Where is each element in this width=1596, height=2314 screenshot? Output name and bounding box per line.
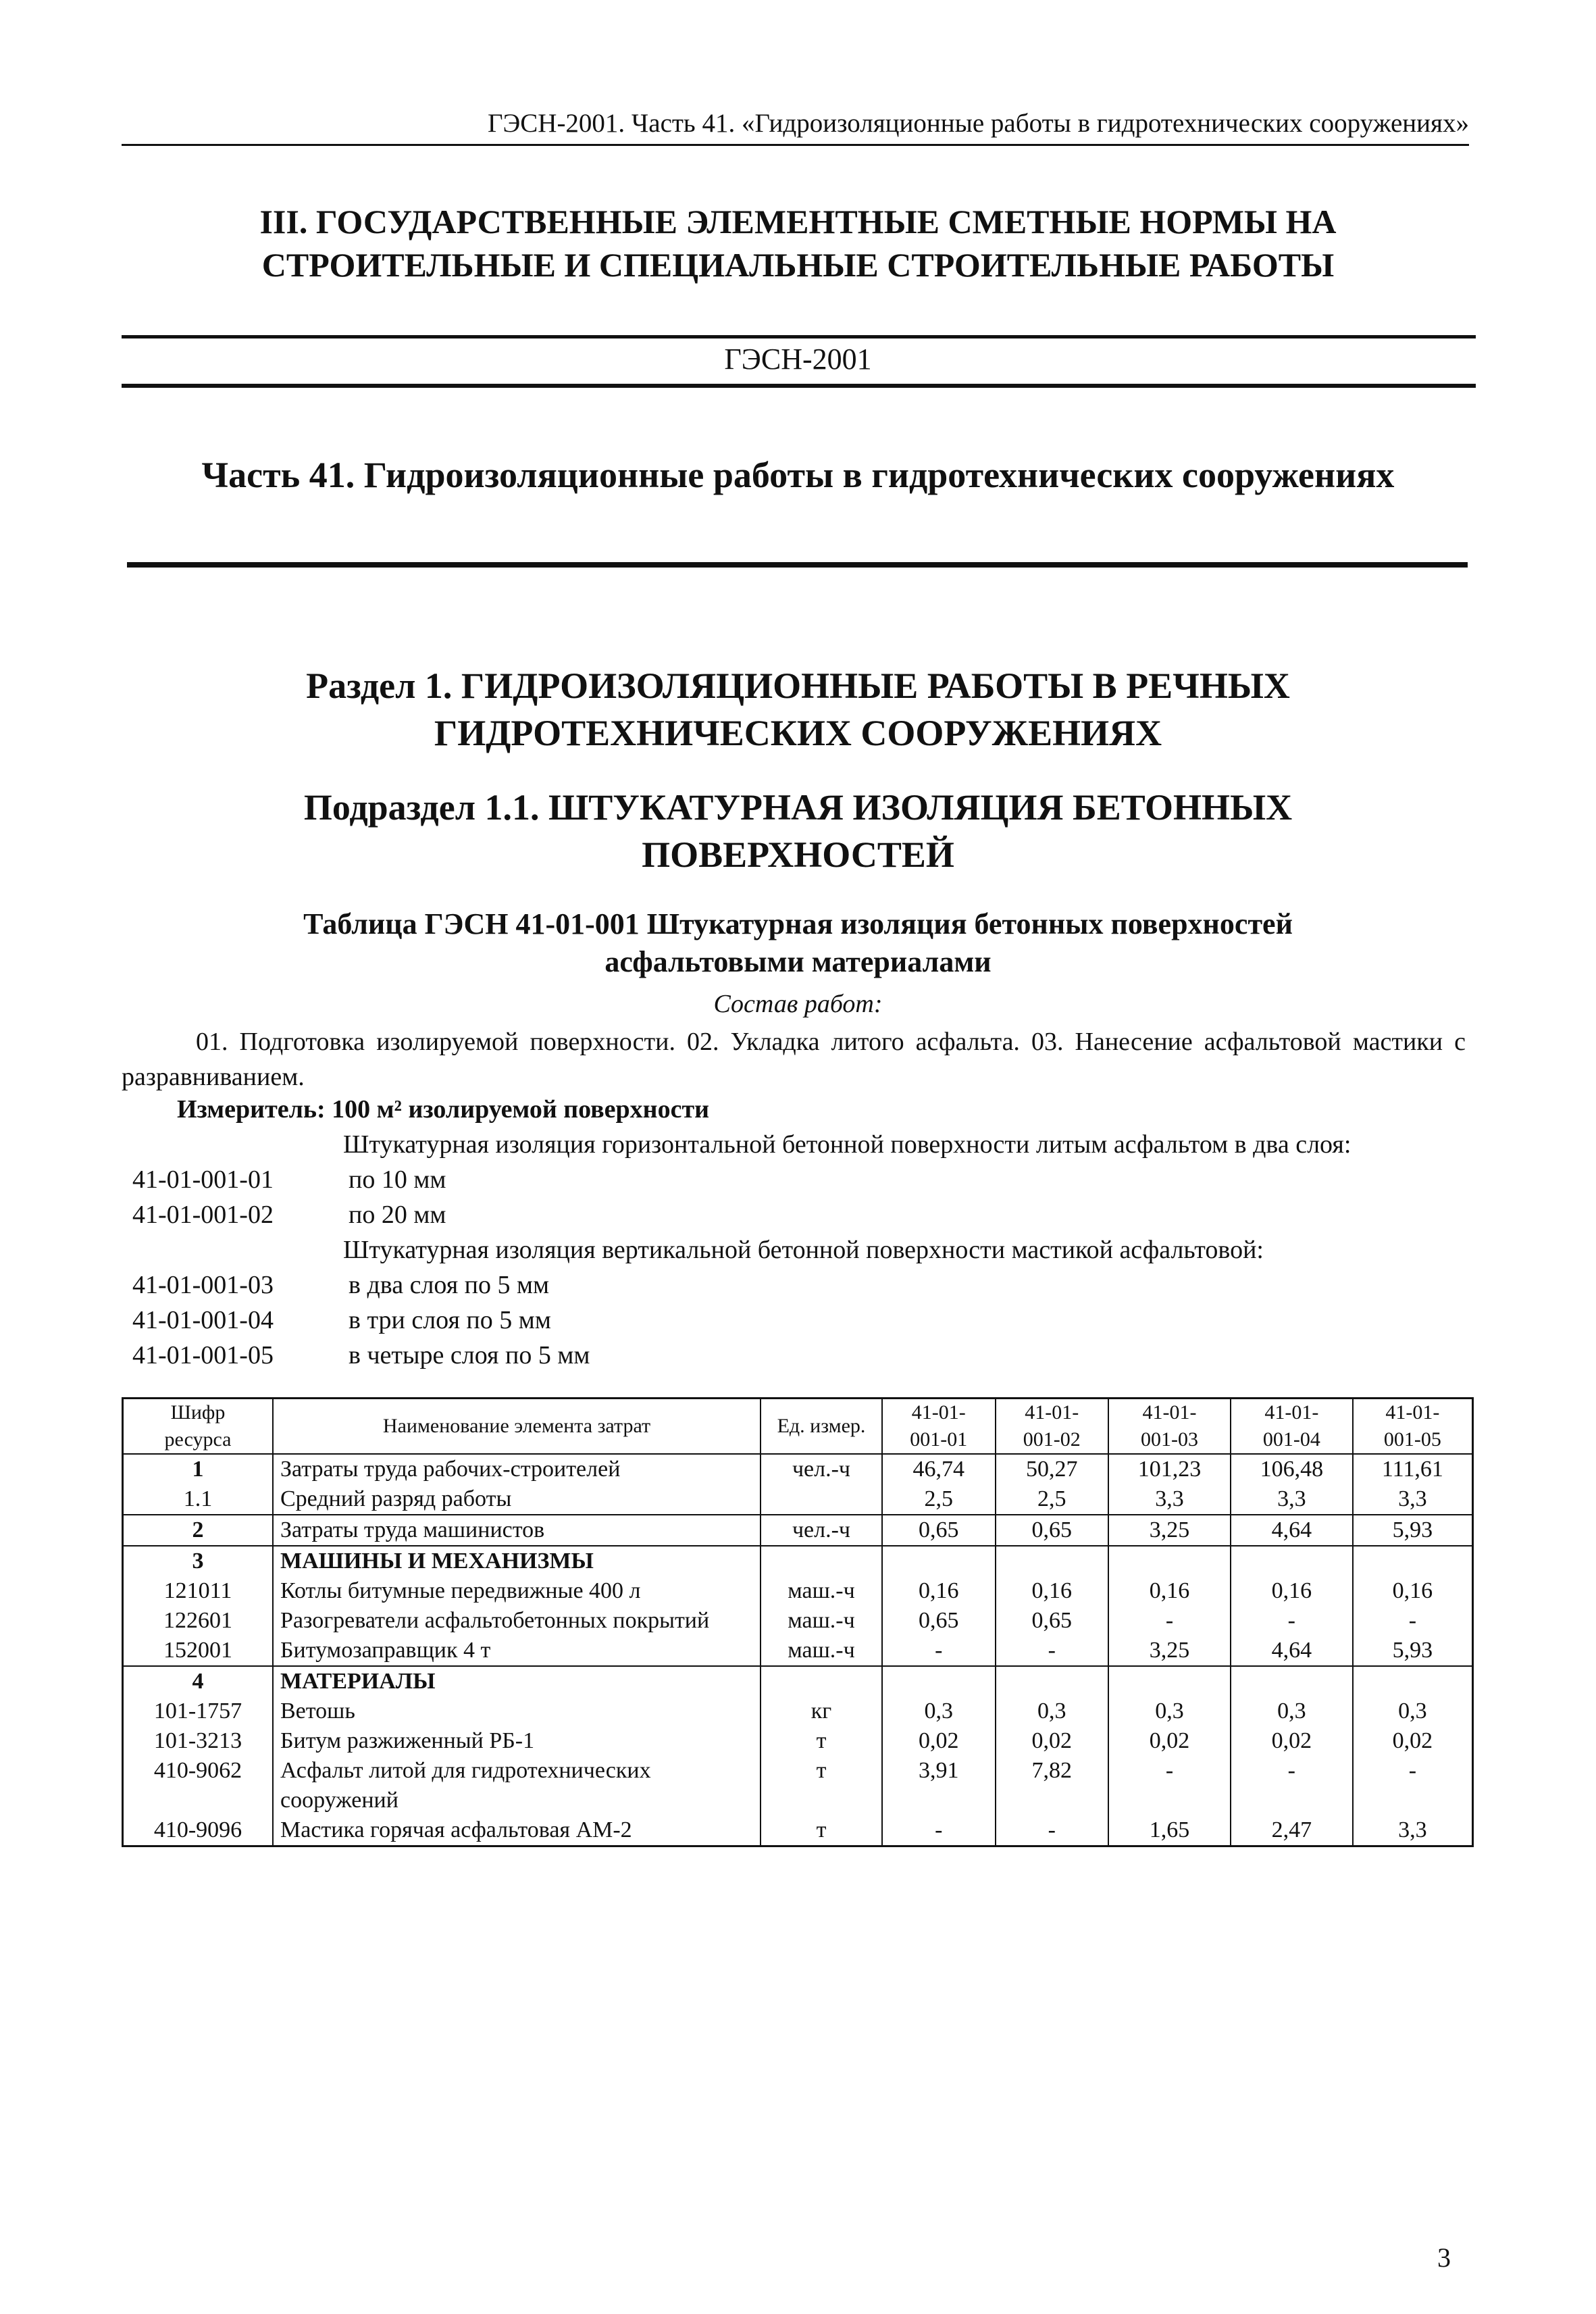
section-title-line1: Раздел 1. ГИДРОИЗОЛЯЦИОННЫЕ РАБОТЫ В РЕЧНЫХ: [306, 665, 1290, 706]
cell-unit: [761, 1546, 882, 1576]
norm-row: [132, 1165, 446, 1194]
state-norms-title: [0, 200, 1596, 286]
table-row: [123, 1666, 1473, 1696]
table-row: [123, 1454, 1473, 1484]
work-composition-text: 01. Подготовка изолируемой поверхности. 02. Укладка литого асфальта. 03. Нанесение асфальтовой мастики с разравниванием.: [122, 1028, 1466, 1091]
cell-value: [1353, 1546, 1473, 1576]
cell-value: -: [1231, 1756, 1353, 1815]
norm-text: в четыре слоя по 5 мм: [349, 1341, 590, 1369]
cell-code: 4: [123, 1666, 274, 1696]
running-header: ГЭСН-2001. Часть 41. «Гидроизоляционные работы в гидротехнических сооружениях»: [122, 108, 1469, 146]
norm-code: 41-01-001-02: [132, 1201, 274, 1229]
group-labor: [123, 1454, 1473, 1515]
cell-code: 410-9062: [123, 1756, 274, 1815]
table-row: [123, 1726, 1473, 1756]
cell-value: -: [882, 1815, 996, 1846]
cell-value: 0,16: [882, 1576, 996, 1606]
cell-name: Средний разряд работы: [273, 1484, 761, 1515]
cell-value: 0,02: [1353, 1726, 1473, 1756]
cell-unit: т: [761, 1756, 882, 1815]
cell-value: 5,93: [1353, 1515, 1473, 1546]
cell-unit: маш.-ч: [761, 1606, 882, 1636]
cell-code: 121011: [123, 1576, 274, 1606]
cell-value: [1231, 1546, 1353, 1576]
cell-value: 0,3: [1353, 1696, 1473, 1726]
part-title: Часть 41. Гидроизоляционные работы в гидротехнических сооружениях: [201, 455, 1395, 495]
norm-group-vertical: Штукатурная изоляция вертикальной бетонной поверхности мастикой асфальтовой:: [343, 1236, 1264, 1264]
section-title-line2: ГИДРОТЕХНИЧЕСКИХ СООРУЖЕНИЯХ: [434, 713, 1162, 753]
section-title: [0, 662, 1596, 757]
col-header-unit: Ед. измер.: [761, 1399, 882, 1455]
cell-value: 0,65: [996, 1606, 1109, 1636]
cell-unit: т: [761, 1815, 882, 1846]
norm-row: [132, 1340, 590, 1370]
cell-value: 0,3: [996, 1696, 1109, 1726]
resource-cost-table: [122, 1397, 1474, 1847]
table-row: [123, 1606, 1473, 1636]
cell-value: [882, 1666, 996, 1696]
table-header-row: [123, 1399, 1473, 1455]
cell-value: -: [1108, 1606, 1231, 1636]
group-machinists: [123, 1515, 1473, 1546]
cell-value: 2,5: [996, 1484, 1109, 1515]
norm-code: 41-01-001-03: [132, 1271, 274, 1299]
cell-value: [1108, 1546, 1231, 1576]
norm-group-horizontal: Штукатурная изоляция горизонтальной бетонной поверхности литым асфальтом в два слоя:: [343, 1130, 1352, 1159]
group-materials: [123, 1666, 1473, 1846]
norm-row: [132, 1270, 549, 1300]
col-header-name: Наименование элемента затрат: [273, 1399, 761, 1455]
cell-value: [996, 1546, 1109, 1576]
cell-code: 1: [123, 1454, 274, 1484]
cell-value: -: [1353, 1606, 1473, 1636]
cell-value: [882, 1546, 996, 1576]
cell-value: 0,16: [1231, 1576, 1353, 1606]
cell-code: 410-9096: [123, 1815, 274, 1846]
cell-value: 0,02: [1108, 1726, 1231, 1756]
cell-value: 0,3: [882, 1696, 996, 1726]
cell-value: 0,02: [996, 1726, 1109, 1756]
cell-value: -: [882, 1636, 996, 1666]
cell-value: 111,61: [1353, 1454, 1473, 1484]
table-title: [0, 905, 1596, 981]
table-row: [123, 1696, 1473, 1726]
work-composition-caption: Состав работ:: [713, 990, 883, 1018]
code-title: ГЭСН-2001: [724, 343, 872, 376]
cell-value: 101,23: [1108, 1454, 1231, 1484]
cell-value: 0,02: [1231, 1726, 1353, 1756]
cell-name: Котлы битумные передвижные 400 л: [273, 1576, 761, 1606]
col-header-resource-code: Шифр ресурса: [123, 1399, 274, 1455]
cell-value: 0,16: [1353, 1576, 1473, 1606]
cell-unit: кг: [761, 1696, 882, 1726]
cell-value: -: [1231, 1606, 1353, 1636]
cell-value: 3,3: [1353, 1815, 1473, 1846]
subsection-title-line1: Подраздел 1.1. ШТУКАТУРНАЯ ИЗОЛЯЦИЯ БЕТОННЫХ: [303, 787, 1293, 828]
cell-name: Мастика горячая асфальтовая АМ-2: [273, 1815, 761, 1846]
cell-code: 3: [123, 1546, 274, 1576]
cell-value: 0,16: [996, 1576, 1109, 1606]
rule-part: [127, 562, 1468, 568]
cell-name: Разогреватели асфальтобетонных покрытий: [273, 1606, 761, 1636]
cell-unit: чел.-ч: [761, 1515, 882, 1546]
norm-text: в два слоя по 5 мм: [349, 1271, 550, 1299]
cell-value: 0,3: [1108, 1696, 1231, 1726]
table-row: [123, 1576, 1473, 1606]
cell-value: 4,64: [1231, 1636, 1353, 1666]
cell-unit: маш.-ч: [761, 1576, 882, 1606]
cell-code: 101-1757: [123, 1696, 274, 1726]
cell-value: -: [996, 1815, 1109, 1846]
cell-code: 152001: [123, 1636, 274, 1666]
table-row: [123, 1515, 1473, 1546]
table-title-line2: асфальтовыми материалами: [604, 945, 992, 978]
cell-unit: [761, 1484, 882, 1515]
table-row: [123, 1484, 1473, 1515]
cell-name: Битум разжиженный РБ-1: [273, 1726, 761, 1756]
cell-value: -: [1353, 1756, 1473, 1815]
cell-value: [1231, 1666, 1353, 1696]
table-row: [123, 1815, 1473, 1846]
col-header-norm: 41-01- 001-01: [882, 1399, 996, 1455]
table-row: [123, 1546, 1473, 1576]
cell-value: 3,3: [1231, 1484, 1353, 1515]
cell-value: 1,65: [1108, 1815, 1231, 1846]
cell-value: -: [1108, 1756, 1231, 1815]
cell-code: 101-3213: [123, 1726, 274, 1756]
norm-text: в три слоя по 5 мм: [349, 1306, 551, 1334]
meter-line: Измеритель: 100 м² изолируемой поверхности: [177, 1095, 709, 1124]
cell-value: [1353, 1666, 1473, 1696]
rule-under-code: [122, 384, 1476, 388]
cell-code: 1.1: [123, 1484, 274, 1515]
cell-value: 3,91: [882, 1756, 996, 1815]
group-machines: [123, 1546, 1473, 1666]
norm-row: [132, 1305, 551, 1335]
cell-name: Затраты труда машинистов: [273, 1515, 761, 1546]
col-header-norm: 41-01- 001-04: [1231, 1399, 1353, 1455]
cell-unit: маш.-ч: [761, 1636, 882, 1666]
cell-value: 106,48: [1231, 1454, 1353, 1484]
cell-value: 2,47: [1231, 1815, 1353, 1846]
norm-code: 41-01-001-05: [132, 1341, 274, 1369]
norm-text: по 20 мм: [349, 1201, 446, 1229]
cell-value: 3,3: [1353, 1484, 1473, 1515]
norm-code: 41-01-001-01: [132, 1165, 274, 1194]
cell-value: 0,65: [882, 1606, 996, 1636]
cell-value: 3,25: [1108, 1515, 1231, 1546]
table-row: [123, 1636, 1473, 1666]
subsection-title: [0, 784, 1596, 878]
cell-value: 2,5: [882, 1484, 996, 1515]
cell-value: 50,27: [996, 1454, 1109, 1484]
norm-code: 41-01-001-04: [132, 1306, 274, 1334]
subsection-title-line2: ПОВЕРХНОСТЕЙ: [642, 834, 954, 875]
cell-value: 3,3: [1108, 1484, 1231, 1515]
cell-value: 0,65: [882, 1515, 996, 1546]
table-title-line1: Таблица ГЭСН 41-01-001 Штукатурная изоляция бетонных поверхностей: [303, 907, 1293, 940]
state-norms-title-line1: III. ГОСУДАРСТВЕННЫЕ ЭЛЕМЕНТНЫЕ СМЕТНЫЕ НОРМЫ НА: [259, 203, 1337, 241]
cell-name: Затраты труда рабочих-строителей: [273, 1454, 761, 1484]
cell-code: 122601: [123, 1606, 274, 1636]
cell-value: -: [996, 1636, 1109, 1666]
cell-value: 0,02: [882, 1726, 996, 1756]
page-number: 3: [1437, 2242, 1451, 2273]
state-norms-title-line2: СТРОИТЕЛЬНЫЕ И СПЕЦИАЛЬНЫЕ СТРОИТЕЛЬНЫЕ РАБОТЫ: [261, 246, 1335, 284]
cell-value: 0,65: [996, 1515, 1109, 1546]
cell-value: [1108, 1666, 1231, 1696]
cell-name: Асфальт литой для гидротехнических сооружений: [273, 1756, 761, 1815]
cell-value: 3,25: [1108, 1636, 1231, 1666]
norm-row: [132, 1200, 446, 1230]
table-row: [123, 1756, 1473, 1815]
cell-value: 5,93: [1353, 1636, 1473, 1666]
cell-unit: т: [761, 1726, 882, 1756]
norm-text: по 10 мм: [349, 1165, 446, 1194]
cell-value: 46,74: [882, 1454, 996, 1484]
cell-name: МАШИНЫ И МЕХАНИЗМЫ: [273, 1546, 761, 1576]
cell-value: 4,64: [1231, 1515, 1353, 1546]
col-header-norm: 41-01- 001-05: [1353, 1399, 1473, 1455]
rule-top: [122, 335, 1476, 338]
cell-name: Битумозаправщик 4 т: [273, 1636, 761, 1666]
cell-code: 2: [123, 1515, 274, 1546]
cell-value: 0,16: [1108, 1576, 1231, 1606]
cell-unit: чел.-ч: [761, 1454, 882, 1484]
cell-name: МАТЕРИАЛЫ: [273, 1666, 761, 1696]
cell-value: 0,3: [1231, 1696, 1353, 1726]
cell-value: 7,82: [996, 1756, 1109, 1815]
cell-name: Ветошь: [273, 1696, 761, 1726]
col-header-norm: 41-01- 001-03: [1108, 1399, 1231, 1455]
cell-value: [996, 1666, 1109, 1696]
col-header-norm: 41-01- 001-02: [996, 1399, 1109, 1455]
cell-unit: [761, 1666, 882, 1696]
